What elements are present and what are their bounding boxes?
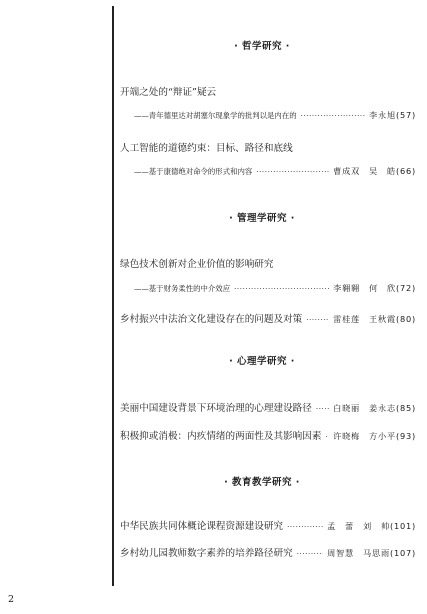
article-title[interactable]: 开端之处的“辩证”疑云: [120, 87, 217, 98]
page-number: 2: [8, 594, 15, 605]
section-heading-management: · 管理学研究 ·: [229, 213, 295, 224]
leader-dots: [297, 550, 323, 558]
article-subtitle: ——基于财务柔性的中介效应: [134, 284, 231, 293]
article-author-page: 李永旭(57): [369, 110, 416, 120]
article-row[interactable]: [120, 545, 416, 559]
article-author-page: 周智慧 马思雨(107): [327, 548, 416, 558]
article-author-page: 曹成双 吴 皓(66): [333, 166, 416, 176]
margin-rule: [112, 6, 114, 586]
article-title[interactable]: 绿色技术创新对企业价值的影响研究: [120, 259, 274, 270]
article-author-page: 白晓丽 姜永志(85): [333, 403, 416, 413]
article-row[interactable]: [120, 518, 416, 532]
article-author-page: 雷桂莲 王秋霞(80): [333, 314, 416, 324]
article-subtitle: ——青年德里达对胡塞尔现象学的批判以是内在的: [134, 111, 297, 120]
article-row[interactable]: [120, 428, 416, 442]
section-heading-philosophy: · 哲学研究 ·: [234, 41, 290, 52]
leader-dots: [301, 112, 365, 120]
article-subtitle-row[interactable]: [134, 110, 416, 121]
leader-dots: [325, 433, 329, 441]
leader-dots: [234, 285, 329, 293]
article-row[interactable]: [120, 311, 416, 325]
section-heading-psychology: · 心理学研究 ·: [229, 356, 295, 367]
article-title: 积极抑或消极：内疚情绪的两面性及其影响因素: [120, 431, 322, 442]
article-row[interactable]: [120, 400, 416, 414]
article-title: 乡村幼儿园教师数字素养的培养路径研究: [120, 548, 293, 559]
article-subtitle-row[interactable]: [134, 166, 416, 177]
section-heading-education: · 教育教学研究 ·: [224, 477, 300, 488]
leader-dots: [316, 405, 329, 413]
article-title[interactable]: 人工智能的道德约束：目标、路径和底线: [120, 143, 293, 154]
article-author-page: 许晓梅 方小平(93): [333, 431, 416, 441]
leader-dots: [306, 316, 329, 324]
article-title: 中华民族共同体概论课程资源建设研究: [120, 521, 284, 532]
leader-dots: [287, 523, 323, 531]
article-title: 乡村振兴中法治文化建设存在的问题及对策: [120, 314, 303, 325]
article-title: 美丽中国建设背景下环境治理的心理建设路径: [120, 403, 312, 414]
article-author-page: 李翱翱 何 欣(72): [333, 283, 416, 293]
leader-dots: [256, 168, 329, 176]
article-subtitle: ——基于康德绝对命令的形式和内容: [134, 167, 253, 176]
article-subtitle-row[interactable]: [134, 283, 416, 294]
article-author-page: 孟 蕾 刘 帅(101): [327, 521, 416, 531]
